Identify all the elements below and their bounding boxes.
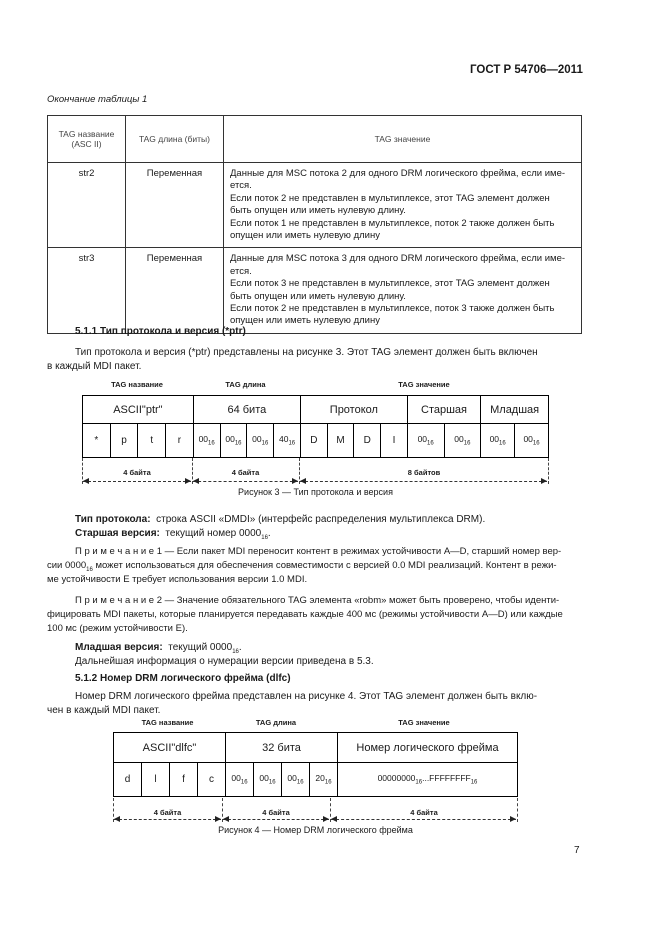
table-header-row <box>48 116 582 163</box>
row-value <box>224 163 582 248</box>
fig4-len-byte: $00_{16}$ <box>226 763 254 797</box>
row-length: Переменная <box>126 163 224 248</box>
protocol-type-text: строка ASCII «DMDI» (интерфейс распределения мультиплекса DRM). <box>156 514 486 525</box>
row-length: Переменная <box>126 248 224 333</box>
section-512-para-line1: Номер DRM логического фрейма представлен на рисунке 4. Этот TAG элемент должен быть вклю- <box>75 691 538 702</box>
row-value-line: Если поток 1 не представлен в мультиплексе, поток 2 также должен быть <box>230 217 555 229</box>
fig3-dim-line <box>193 481 298 482</box>
note2-line2: фицировать MDI пакеты, которые планируется передавать каждые 400 мс (режимы устойчивости A—D) или каждые <box>47 609 563 620</box>
minor-version: Младшая версия: текущий $0000_{16}$. <box>75 642 242 655</box>
row-name: str2 <box>48 163 126 248</box>
col-header-name: TAG название (ASC II) <box>48 116 126 163</box>
fig3-minor-byte: $00_{16}$ <box>515 424 549 458</box>
fig3-caption: Рисунок 3 — Тип протокола и версия <box>238 487 393 497</box>
note1-line1: П р и м е ч а н и е 1 — Если пакет MDI переносит контент в режимах устойчивости A—D, старший номер вер- <box>75 546 562 557</box>
tag-table <box>47 115 582 334</box>
fig3-ascii: ASCII"ptr" <box>83 396 194 424</box>
fig4-dim-line <box>114 819 221 820</box>
fig3-dim1: 4 байта <box>123 468 151 477</box>
fig4-char: l <box>142 763 170 797</box>
fig3-char: * <box>83 424 111 458</box>
protocol-type <box>75 513 485 527</box>
fig4-caption: Рисунок 4 — Номер DRM логического фрейма <box>218 825 413 835</box>
row-value-line: Если поток 3 не представлен в мультиплексе, этот TAG элемент должен <box>230 278 550 290</box>
col-header-length: TAG длина (биты) <box>126 116 224 163</box>
fig4-label-name: TAG название <box>141 718 194 727</box>
row-value <box>224 248 582 333</box>
fig4-dim3: 4 байта <box>410 808 438 817</box>
arrow-left-icon <box>300 478 306 484</box>
major-version-label: Старшая версия: <box>75 528 160 539</box>
row-value-line: Если поток 2 не представлен в мультиплексе, поток 3 также должен быть <box>230 303 555 315</box>
minor-version-label: Младшая версия: <box>75 642 163 653</box>
fig4-label-value: TAG значение <box>398 718 450 727</box>
arrow-right-icon <box>541 478 547 484</box>
arrow-right-icon <box>292 478 298 484</box>
fig3-dim2: 4 байта <box>231 468 260 477</box>
fig4-value-title: Номер логического фрейма <box>338 733 518 763</box>
row-name: str3 <box>48 248 126 333</box>
fig3-major-byte: $00_{16}$ <box>444 424 481 458</box>
fig3-proto-char: I <box>381 424 408 458</box>
section-511-para-line2: в каждый MDI пакет. <box>47 361 142 372</box>
fig3-proto-char: D <box>354 424 381 458</box>
page-number: 7 <box>574 845 580 856</box>
fig3-char: r <box>166 424 194 458</box>
fig3-char: p <box>110 424 138 458</box>
fig3-len-byte: $00_{16}$ <box>193 424 220 458</box>
fig3-dim-line <box>83 481 191 482</box>
fig3-major-byte: $00_{16}$ <box>407 424 444 458</box>
row-value-line: Данные для MSC потока 2 для одного DRM логического фрейма, если име- <box>230 168 566 179</box>
minor-version-text: текущий 0000 <box>168 642 233 653</box>
major-version: Старшая версия: текущий номер $0000_{16}$. <box>75 528 271 541</box>
fig4-len-byte: $00_{16}$ <box>282 763 310 797</box>
fig3-len-byte: $00_{16}$ <box>247 424 274 458</box>
row-value-line: Если поток 2 не представлен в мультиплексе, этот TAG элемент должен <box>230 192 550 204</box>
section-512-para-line2: чен в каждый MDI пакет. <box>47 705 161 716</box>
fig4-bits: 32 бита <box>226 733 338 763</box>
fig3-dim-line <box>300 481 547 482</box>
fig4-len-byte: $00_{16}$ <box>254 763 282 797</box>
fig4-structure <box>113 732 518 797</box>
row-value-line: быть опущен или иметь нулевую длину. <box>230 290 406 302</box>
note1-line2: сии $0000_{16}$ может использоваться для обеспечения совместимости с версией 0.0 MDI реализаций. Контент в режи- <box>47 560 557 573</box>
row-value-line: Данные для MSC потока 3 для одного DRM логического фрейма, если име- <box>230 253 566 265</box>
fig3-label-value: TAG значение <box>398 380 450 389</box>
row-value-line: быть опущен или иметь нулевую длину. <box>230 205 406 217</box>
col-header-value: TAG значение <box>224 116 582 163</box>
fig3-protocol: Протокол <box>300 396 407 424</box>
row-value-line: ется. <box>230 265 252 277</box>
fig4-char: c <box>198 763 226 797</box>
fig4-char: f <box>170 763 198 797</box>
fig3-len-byte: $00_{16}$ <box>220 424 247 458</box>
arrow-left-icon <box>83 478 89 484</box>
fig4-dim1: 4 байта <box>153 808 182 817</box>
fig3-proto-char: M <box>327 424 354 458</box>
arrow-left-icon <box>193 478 199 484</box>
fig4-dim-line <box>331 819 516 820</box>
table-row <box>48 248 582 333</box>
note1-line3: ме устойчивости E требует использования версии 1.0 MDI. <box>47 574 308 585</box>
fig4-dim-line <box>223 819 329 820</box>
note2-line1: П р и м е ч а н и е 2 — Значение обязательного TAG элемента «robm» может быть проверено, чтобы иденти- <box>75 595 560 606</box>
fig4-label-length: TAG длина <box>255 718 297 727</box>
fig3-bits: 64 бита <box>193 396 300 424</box>
row-value-line: ется. <box>230 180 252 192</box>
fig3-len-byte: $40_{16}$ <box>274 424 301 458</box>
row-value-line: опущен или иметь нулевую длину <box>230 315 380 327</box>
major-version-text: текущий номер 0000 <box>165 528 262 539</box>
fig3-dim3: 8 байтов <box>407 468 441 477</box>
standard-id: ГОСТ Р 54706—2011 <box>470 64 583 76</box>
note2-line3: 100 мс (режим устойчивости E). <box>47 623 188 634</box>
fig3-structure <box>82 395 549 458</box>
arrow-right-icon <box>185 478 191 484</box>
fig4-len-byte: $20_{16}$ <box>310 763 338 797</box>
fig4-char: d <box>114 763 142 797</box>
table-caption: Окончание таблицы 1 <box>47 94 148 105</box>
fig3-proto-char: D <box>300 424 327 458</box>
table-row <box>48 163 582 248</box>
fig3-label-name: TAG название <box>111 380 163 389</box>
fig4-ascii: ASCII"dlfc" <box>114 733 226 763</box>
row-value-line: опущен или иметь нулевую длину <box>230 230 380 242</box>
fig4-value-range: $00000000_{16}...FFFFFFFF_{16}$ <box>338 763 518 797</box>
fig3-char: t <box>138 424 166 458</box>
section-title-511: 5.1.1 Тип протокола и версия (*ptr) <box>75 326 246 337</box>
fig3-minor: Младшая <box>481 396 549 424</box>
section-title-512: 5.1.2 Номер DRM логического фрейма (dlfc) <box>75 673 291 684</box>
protocol-type-label: Тип протокола: <box>75 514 151 525</box>
fig3-major: Старшая <box>407 396 480 424</box>
fig3-minor-byte: $00_{16}$ <box>481 424 515 458</box>
fig3-label-length: TAG длина <box>225 380 266 389</box>
fig4-dim2: 4 байта <box>262 808 290 817</box>
section-511-para-line1: Тип протокола и версия (*ptr) представлены на рисунке 3. Этот TAG элемент должен быть включен <box>75 347 538 358</box>
further-info: Дальнейшая информация о нумерации версии приведена в 5.3. <box>75 656 374 667</box>
